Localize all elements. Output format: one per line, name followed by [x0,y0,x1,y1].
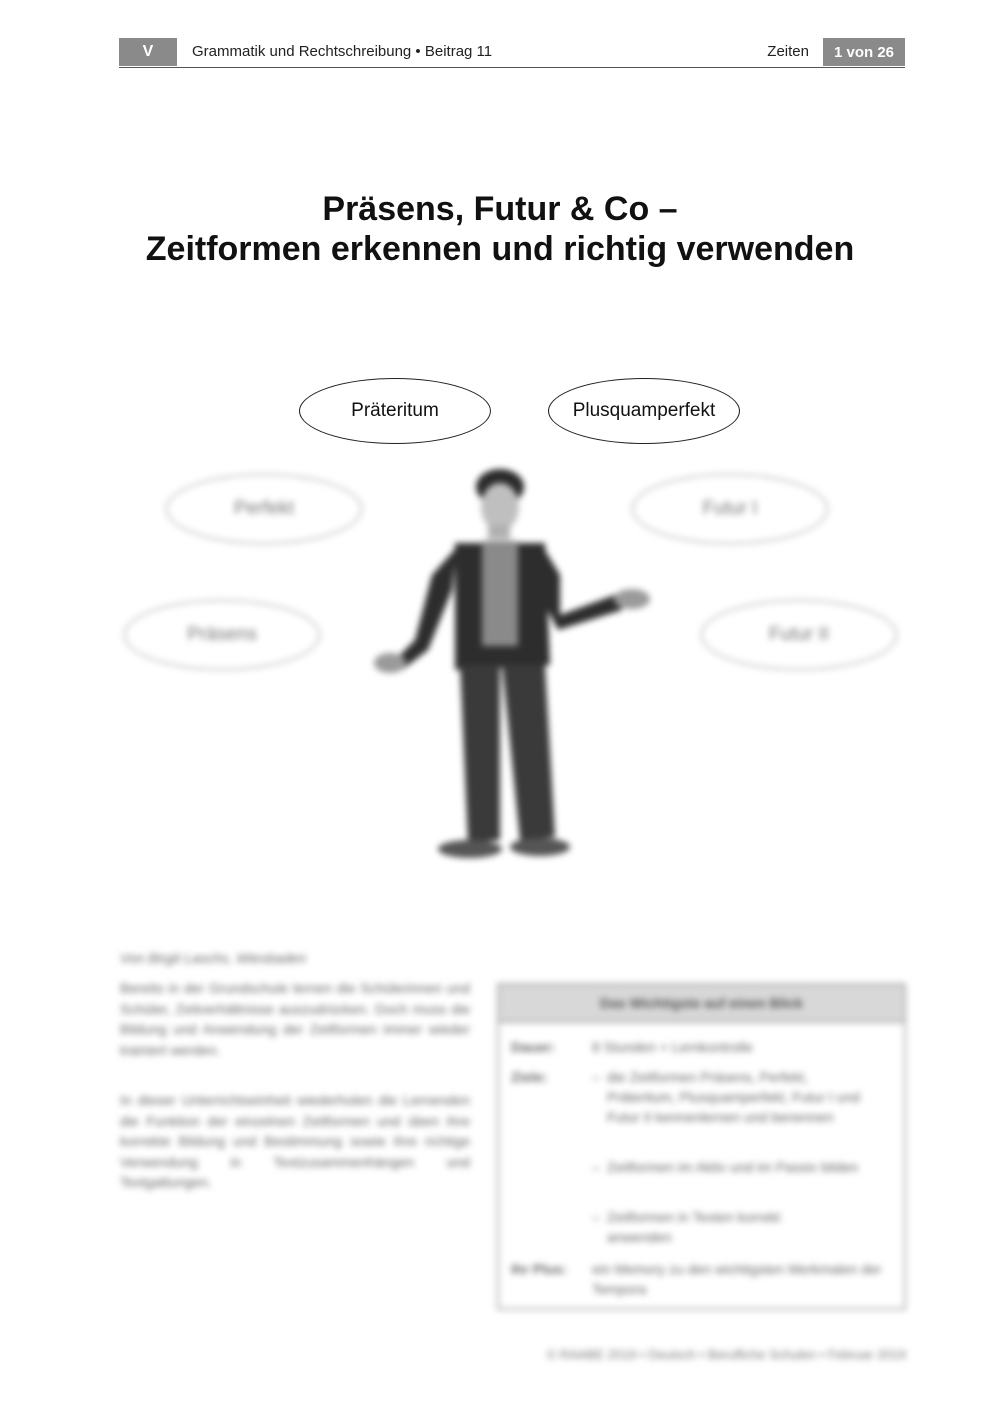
ellipse-label: Perfekt [233,498,295,519]
info-dauer-value: 8 Stunden + Lernkontrolle [592,1039,753,1055]
bullet-icon: – [592,1159,600,1175]
ellipse-label: Plusquamperfekt [572,400,716,421]
info-box [497,983,906,1310]
info-plus-value: ein Memory zu den wichtigsten Merkmalen der Tempora [592,1261,882,1297]
bullet-icon: – [592,1209,600,1225]
info-ziel-2: Zeitformen im Aktiv und im Passiv bilden [607,1159,859,1175]
ellipse-label: Futur II [768,624,830,645]
bullet-icon: – [592,1069,600,1085]
page-counter: 1 von 26 [823,38,905,66]
section-badge: V [119,38,177,66]
page-title-line2: Zeitformen erkennen und richtig verwenden [145,230,855,268]
info-dauer-label: Dauer: [511,1039,556,1055]
info-box-heading: Das Wichtigste auf einen Blick [499,985,904,1023]
header-title: Grammatik und Rechtschreibung • Beitrag 11 [192,43,493,60]
page-header [119,38,905,68]
ellipse-futur2 [701,600,897,670]
ellipse-label: Präteritum [351,400,439,421]
ellipse-futur1 [632,474,828,544]
info-ziel-3: Zeitformen in Texten korrekt anwenden [607,1209,781,1245]
ellipse-plusquamperfekt [548,378,740,444]
intro-paragraph-2: In dieser Unterrichtseinheit wiederholen die Lernenden die Funktion der einzelnen Zeitformen und üben ihre korrekte Bildung und Bestimmung sowie ihre richtige Verwendung in Textzusammenhängen und Textgattungen. [120,1092,470,1190]
info-ziel-1: die Zeitformen Präsens, Perfekt, Präteritum, Plusquamperfekt, Futur I und Futur II kennenlernen und benennen [607,1069,860,1125]
header-topic: Zeiten [767,43,809,60]
info-plus-label: Ihr Plus: [511,1261,568,1277]
author-byline: Von Birgit Laschs, Wiesbaden [120,950,307,966]
teacher-illustration [360,465,660,865]
intro-paragraph-1: Bereits in der Grundschule lernen die Schülerinnen und Schüler, Zeitverhältnisse auszudrücken. Doch muss die Bildung und Anwendung der Zeitformen immer wieder trainiert werden. [120,980,470,1058]
ellipse-label: Futur I [702,498,758,519]
ellipse-label: Präsens [187,624,257,645]
ellipse-perfekt [166,474,362,544]
ellipse-praeteritum [299,378,491,444]
info-ziele-label: Ziele: [511,1069,548,1085]
page-title-line1: Präsens, Futur & Co – [322,190,678,228]
ellipse-praesens [124,600,320,670]
page-footer: © RAABE 2019 • Deutsch • Berufliche Schulen • Februar 2019 [546,1347,906,1362]
